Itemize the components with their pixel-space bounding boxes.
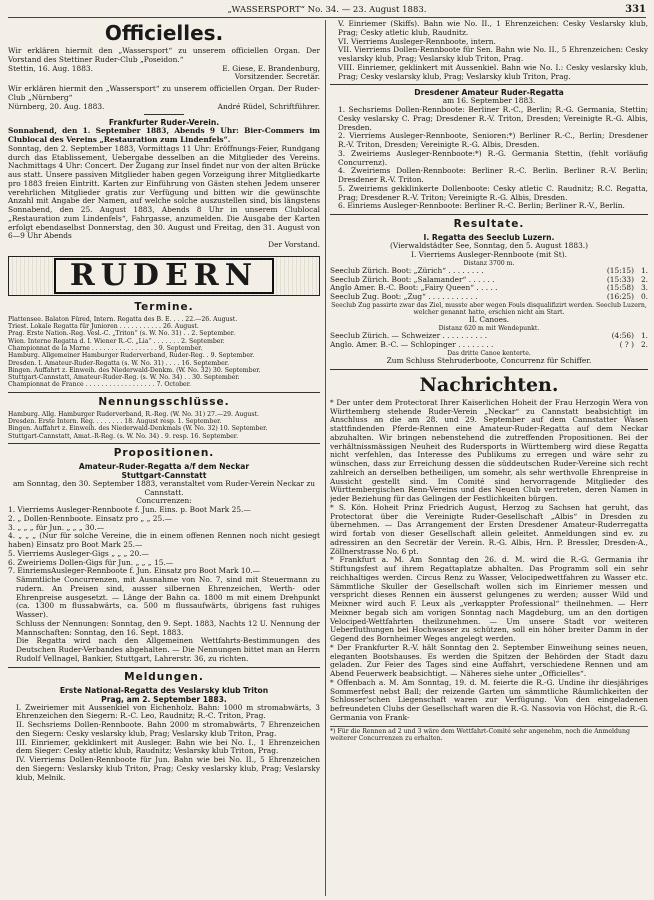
divider — [8, 667, 320, 668]
officielles-title: Officielles. — [104, 21, 224, 45]
signature-place: Nürnberg, 20. Aug. 1883. — [8, 101, 105, 111]
termine-item: Plattensee. Balaton Füred, Intern. Regatta des B. E. . . . 22.—26. August. — [8, 315, 238, 323]
termine-title: Termine. — [134, 300, 194, 313]
resultate-title: Resultate. — [453, 218, 525, 230]
footnote: *) Für die Rennen ad 2 und 3 wäre dem Wettfahrt-Comité sehr angenehm, noch die Anmeldung weiterer Concurrenzen zu erhalten. — [330, 726, 648, 743]
page-header — [8, 4, 646, 18]
result-label: Anglo Amer. B.-C. Boot: „Fairy Queen“ . . . . . — [330, 284, 498, 293]
result-place: 3. — [640, 283, 648, 293]
termine-list — [8, 316, 320, 389]
concurrenz-item: 7. EinriemsAusleger-Rennboote f. Jun. Einsatz pro Boot Mark 10.— — [8, 566, 261, 576]
result-time: (15:33) — [606, 274, 634, 284]
termine-item: Triest. Lokale Regatta für Junioren . . . . . . . . . . . 26. August. — [8, 323, 199, 331]
meldungen-item: III. Einriemer, gekklinkert mit Ausleger. Bahn wie bei No. I., 1 Ehrenzeichen dem Sieger: Cesky atletic klub, Raudnitz; Veslarsky klub Triton, Prag. — [16, 737, 320, 756]
signature-roles: Vorsitzender. Secretär. — [234, 72, 320, 82]
nachrichten-paragraph: * Der unter dem Protectorat Ihrer Kaiserlichen Hoheit der Frau Herzogin Wera von Württemberg stehende Ruder-Verein „Neckar“ zu Cannstatt beabsichtigt im Anschluss an die am 28. und 29. September auf dem Cannstatter Wasen stattfindenden Pferde-Rennen eine Amateur-Ruder-Regatta auf dem Neckar abzuhalten. Wir bringen nebenstehend die zutreffenden Propositionen. Bei der verhältnissmässigen Neuheit des Rudersports in Württemberg wird diese Regatta nicht verfehlen, das Interesse des Publikums zu erregen und wäre sehr zu wünschen, dass zur Erreichung dessen die süddeutschen Ruder-Vereine sich recht zahlreich an derselben betheiligen, um somehr, als sehr werthvolle Ehrenpreise in Aussicht gestellt sind. Im Comité sind hervorragende Mitglieder des Württembergischen Renn-Vereins und des Neuen Club vertreten, deren Namen in jeder Beziehung für das Gelingen der Festlichkeiten bürgen. — [330, 397, 648, 504]
result-label: Seeclub Zürich. — Schweizer . . . . . . . . . . — [330, 332, 488, 341]
race-1-distance: Distanz 3700 m. — [463, 259, 515, 267]
propositionen-paragraph-1: Sämmtliche Concurrenzen, mit Ausnahme von No. 7, sind mit Steuermann zu rudern. An Preisen sind, ausser silbernen Ehrenzeichen, Werth- oder Ehrenpreise ausgesetzt. — Länge der Bahn ca. 1800 m mit einem Drehpunkt (ca. 1300 m flussabwärts, ca. 500 m flussaufwärts, übrigens fast ruhiges Wasser). — [16, 575, 320, 620]
nachrichten-paragraph: * Offenbach a. M. Am Sonntag, 19. d. M. feierte die R.-G. Undine ihr diesjähriges Sommerfest nebst Ball; der reizende Garten um sämmtliche Räumlichkeiten der Schlosser'schen Liegenschaft waren zur Verfügung. Von den eingeladenen befreundeten Clubs der Gesellschaft waren die R.-G. Nassovia von Höchst, die R.-G. Germania von Frank- — [330, 677, 648, 722]
race-2-distance: Distanz 620 m mit Wendepunkt. — [438, 325, 540, 333]
dresdener-item: 2. Vierriems Ausleger-Rennboote, Senioren:*) Berliner R.-C., Berlin; Dresdener R.-V. Triton, Dresden; Vereinigte R.-G. Albis, Dresden. — [338, 131, 648, 149]
result-place: 1. — [640, 265, 648, 275]
dresdener-item: 4. Zweiriems Dollen-Rennboote: Berliner R.-C. Berlin. Berliner R.-V. Berlin; Dresdener R.-V. Triton. — [338, 166, 648, 184]
nennung-item: Hamburg. Allg. Hamburger Ruderverband, R.-Reg. (W. No. 31) 27.—29. August. — [8, 410, 259, 418]
termine-item: Championnat de la Marne . . . . . . . . . . . . . . . . . 9. September. — [8, 344, 203, 352]
result-label: Seeclub Zürich. Boot: „Salamander“ . . . . . . — [330, 275, 495, 284]
divider — [8, 392, 320, 393]
termine-item: Wien. Interne Regatta d. I. Wiener R.-C. „Lia“ . . . . . . . 2. September. — [8, 337, 225, 345]
result-place: 2. — [640, 274, 648, 284]
divider — [330, 214, 648, 215]
signature-place: Stettin, 16. Aug. 1883. — [8, 63, 93, 73]
resultate-closing: Zum Schluss Stehruderboote, Concurrenz für Schiffer. — [386, 356, 592, 366]
concurrenz-item: 6. Zweiriems Dollen-Gigs für Jun. „ „ „ 15.— — [8, 557, 174, 567]
result-label: Anglo. Amer. B.-C. — Schlopinger . . . . . . . . — [330, 341, 494, 350]
result-time: (16:25) — [606, 292, 634, 302]
officielles-paragraph-1: Wir erklären hiermit den „Wassersport“ zu unserem officiellen Organ. Der Vorstand des Stettiner Ruder-Club „Poseidon.“ — [8, 46, 320, 64]
divider — [330, 369, 648, 370]
propositionen-paragraph-3: Die Regatta wird nach den Allgemeinen Wettfahrts-Bestimmungen des Deutschen Ruder-Verbandes abgehalten. — Die Nennungen bittet man an Herrn Rudolf Vellnagel, Bankier, Stuttgart, Lahrerstr. 36, zu richten. — [16, 636, 320, 663]
race-1-results — [330, 267, 648, 302]
concurrenzen-label: Concurrenzen: — [136, 496, 192, 506]
result-label: Seeclub Zürich. Boot: „Zürich“ . . . . . . . . — [330, 266, 484, 275]
nennung-list — [8, 411, 320, 440]
race-2-results — [330, 332, 648, 350]
frankfurt-title: Frankfurter Ruder-Verein. — [108, 118, 220, 128]
concurrenz-item: 4. „ „ „ (Nur für solche Vereine, die in einem offenen Rennen noch nicht gesiegt haben) Einsatz pro Boot Mark 25.— — [8, 531, 320, 550]
frankfurt-paragraph-2: Sonntag, den 2. September 1883, Vormittags 11 Uhr: Eröffnungs-Feier, Rundgang durch das Etablissement, Uebergabe desselben an die Mitglieder des Vereins. Nachmittags 4 Uhr: Concert. Der Zugang zur Insel findet nur von der alten Brücke aus statt. Unsere passiven Mitglieder haben gegen Vorzeigung ihrer Mitgliedkarte pro 1883 freien Eintritt. Karten zur Einführung von Gästen stehen Jedem unserer verehrlichen Mitglieder gratis zur Verfügung und bitten wir die gewünschte Anzahl mit Angabe der Namen, auf welche solche auszustellen sind, bis längstens Sonnabend, den 25. August 1883, Abends 8 Uhr in unserem Clublocal „Restauration zum Lindenfels“, Fahrgasse, anzumelden. Die Ausgabe der Karten erfolgt ebendaselbst Donnerstag, den 30. August und Freitag, den 31. August von 6—9 Uhr Abends — [8, 143, 320, 241]
dresdener-item: 5. Zweiriems gekklinkerte Dollenboote: Cesky atletic C. Raudnitz; R.C. Regatta, Prag; Dresdener R.-V. Triton; Vereinigte R.-G. Albis, Dresden. — [338, 183, 648, 202]
signature-names: André Rüdel, Schriftführer. — [217, 101, 320, 111]
race-2-title: II. Canoes. — [468, 315, 510, 325]
resultate-subtitle: I. Regatta des Seeclub Luzern. — [423, 233, 555, 242]
divider — [144, 114, 184, 115]
meldungen-title: Meldungen. — [124, 670, 204, 683]
termine-item: Championnat de France . . . . . . . . . . . . . . . . . . 7. October. — [8, 381, 191, 389]
concurrenz-item: 1. Vierriems Ausleger-Rennboote f. Jun. Eins. p. Boot Mark 25.— — [8, 505, 251, 515]
nachrichten-title: Nachrichten. — [419, 373, 559, 396]
result-row — [330, 341, 648, 350]
race-1-note: Seeclub Zug passirte zwar das Ziel, musste aber wegen Fouls disqualifizirt werden. Seeclub Luzern, welcher genannt hatte, erschien nicht am Start. — [331, 301, 647, 317]
nennung-item: Stuttgart-Cannstatt, Amat.-R-Reg. (s. W. No. 34) . 9. resp. 16. September. — [8, 432, 239, 440]
termine-item: Prag. Erste Nation.-Reg. Vesl.-C. „Triton“ (s. W. No. 31) . . 2. September. — [8, 330, 236, 338]
nachrichten-paragraph: * S. Kön. Hoheit Prinz Friedrich August, Herzog zu Sachsen hat geruht, das Protectorat über die Vereinigte Ruder-Gesellschaft „Albis“ in Dresden zu übernehmen. — Das Arrangement der Ersten Dresdener Amateur-Ruderregatta wird fortab von dieser Gesellschaft allein geleitet. Anmeldungen sind ev. zu adressiren an den Secretär der Verein. R.-G. Albis, Hrn. P. Bressler, Dresden-A., Zöllnerstrasse No. 6 pt. — [330, 502, 648, 556]
result-row — [330, 284, 648, 293]
frankfurt-paragraph-1: Sonnabend, den 1. September 1883, Abends 9 Uhr: Bier-Commers im Clublocal des Vereins „Restauration zum Lindenfels“. — [8, 126, 320, 144]
result-time: ( ? ) — [619, 340, 634, 350]
propositionen-subtitle: Amateur-Ruder-Regatta a/f dem Neckar — [78, 461, 250, 471]
nennung-item: Bingen. Auffahrt z. Einweih. des Niederwald-Denkmals (W. No. 32) 10. September. — [8, 425, 268, 433]
termine-item: Stuttgart-Cannstatt, Amateur-Ruder-Reg. (s. W. No. 34) . . 30. September. — [8, 374, 240, 382]
frankfurt-signature: Der Vorstand. — [268, 240, 320, 249]
nachrichten-paragraph: * Frankfurt a. M. Am Sonntag den 26. d. M. wird die R.-G. Germania ihr Stiftungsfest auf ihrem Regattaplatze abhalten. Das Programm soll ein sehr reichhaltiges werden. Circus Renz zu Wasser, Velocipedwettfahren zu Wasser etc. Sämmtliche Skuller der Gesellschaft wollen sich im Einriemer messen und verspricht dieses Rennen ein äusserst gelungenes zu werden; ausser Wild und Meixner wird auch F. Leux als „verkappter Professional“ theilnehmen. — Herr Meixner begab sich am vorigen Sonntag nach Magdeburg, um an den dortigen Velociped-Wettfahrten theilzunehmen. — Um unsere Stadt vor weiteren Ueberfluthungen bei Hochwasser zu schützen, soll ein höher breiter Damm in der Gegend des Bornheimer Weges angelegt werden. — [330, 555, 648, 644]
propositionen-intro: am Sonntag, den 30. September 1883, veranstaltet vom Ruder-Verein Neckar zu Cannstatt. — [12, 478, 316, 497]
officielles-signature-2 — [8, 103, 320, 112]
signature-names: E. Giese, E. Brandenburg, — [222, 63, 320, 73]
dresdener-title: Dresdener Amateur Ruder-Regatta — [414, 88, 564, 98]
dresdener-item: 3. Zweiriems Ausleger-Rennboote:*) R.-G. Germania Stettin, (fehlt vorläufig Concurrenz). — [338, 148, 648, 167]
meldungen-item: IV. Vierriems Dollen-Rennboote für Jun. Bahn wie bei No. II., 5 Ehrenzeichen den Siegern: Veslarsky klub Triton, Prag; Cesky veslarsky klub, Prag; Veslarsky klub, Melnik. — [16, 755, 320, 782]
header-title: „WASSERSPORT“ No. 34. — 23. August 1883. — [227, 5, 427, 15]
concurrenz-item: 3. „ „ „ für Jun. „ „ „ 30.— — [8, 522, 105, 532]
nachrichten-paragraph: * Der Frankfurter R.-V. hält Sonntag den 2. September Einweihung seines neuen, eleganten Bootshauses. Es werden die Spitzen der Behörden der Stadt dazu geladen. Zur Feier des Tages sind eine Auffahrt, verschiedene Rennen und am Abend Feuerwerk beabsichtigt. — Näheres siehe unter „Officielles“. — [330, 642, 648, 679]
meldungen-item: I. Zweiriemer mit Aussenkiel von Eichenholz. Bahn: 1000 m stromabwärts, 3 Ehrenzeichen den Siegern: R.-C. Leo, Raudnitz; R.-C. Triton, Prag. — [16, 702, 320, 721]
result-label: Seeclub Zug. Boot: „Zug“ . . . . . . . . . . . — [330, 293, 478, 302]
nennung-item: Dresden. Erste Intern. Reg. . . . . . . . 18. August resp. 1. September. — [8, 418, 222, 426]
divider — [330, 84, 648, 85]
meldungen-item: VII. Vierriems Dollen-Rennboote für Sen. Bahn wie No. II., 5 Ehrenzeichen: Cesky veslarsky klub, Prag; Veslarsky klub Triton, Prag. — [338, 45, 648, 63]
propositionen-subtitle-2: Stuttgart-Cannstatt — [121, 470, 207, 480]
divider — [8, 443, 320, 444]
termine-item: Bingen. Auffahrt z. Einweih. des Niederwald-Denkm. (W. No. 32) 30. September. — [8, 366, 261, 374]
result-row — [330, 293, 648, 302]
termine-item: Dresden. I. Amateur-Ruder-Regatta (s. W. No. 31) . . . . 16. September. — [8, 359, 230, 367]
page-number: 331 — [625, 4, 646, 15]
result-place: 0. — [640, 292, 648, 302]
result-row — [330, 267, 648, 276]
race-1-title: I. Vierriems Ausleger-Rennboote (mit St). — [411, 249, 567, 259]
right-column — [330, 20, 648, 896]
concurrenz-item: 5. Vierriems Ausleger-Gigs „ „ „ 20.— — [8, 548, 149, 558]
dresdener-item: 6. Einriems Ausleger-Rennboote: Berliner R.-C. Berlin; Berliner R.-V., Berlin. — [338, 201, 625, 211]
dresdener-subtitle: am 16. September 1883. — [442, 96, 536, 106]
termine-item: Hamburg. Allgemeiner Hamburger Ruderverband, Ruder-Reg. . 9. September. — [8, 352, 255, 360]
dresdener-item: 1. Sechsriems Dollen-Rennboote: Berliner R.-C., Berlin; R.-G. Germania, Stettin; Cesky veslarsky C. Prag; Dresdener R.-V. Triton, Dresden; Vereinigte R.-G. Albis, Dresden. — [338, 105, 648, 132]
result-row — [330, 332, 648, 341]
concurrenz-item: 2. „ Dollen-Rennboote. Einsatz pro „ „ 25.— — [8, 513, 172, 523]
resultate-subtitle-2: (Vierwaldstädter See, Sonntag, den 5. August 1883.) — [389, 241, 589, 250]
result-time: (15:58) — [606, 283, 634, 293]
officielles-paragraph-2: Wir erklären hiermit den „Wassersport“ zu unserem officiellen Organ. Der Ruder-Club „Nürnberg“ — [8, 84, 320, 102]
result-row — [330, 276, 648, 285]
result-time: (15:15) — [606, 265, 634, 275]
race-2-note: Das dritte Canoe kenterte. — [447, 349, 531, 357]
rudern-banner — [8, 256, 320, 296]
meldungen-item: II. Sechsriems Dollen-Rennboote. Bahn 2000 m stromabwärts, 7 Ehrenzeichen den Siegern: Cesky veslarsky klub, Prag; Veslarsky klub Triton, Prag. — [16, 720, 320, 738]
result-place: 1. — [640, 331, 648, 341]
meldungen-subtitle-2: Prag, am 2. September 1883. — [101, 694, 227, 704]
result-time: (4:56) — [611, 331, 634, 341]
propositionen-paragraph-2: Schluss der Nennungen: Sonntag, den 9. Sept. 1883, Nachts 12 U. Nennung der Mannschaften: Sonntag, den 16. Sept. 1883. — [16, 618, 320, 637]
column-divider — [325, 20, 326, 896]
result-place: 2. — [640, 340, 648, 350]
meldungen-subtitle: Erste National-Regatta des Veslarsky klub Triton — [59, 685, 269, 695]
meldungen-item: V. Einriemer (Skiffs). Bahn wie No. II., 1 Ehrenzeichen: Cesky Veslarsky klub, Prag; Cesky atletic klub, Raudnitz. — [338, 20, 648, 37]
meldungen-item: VI. Vierriems Ausleger-Rennboote, intern. — [338, 36, 496, 46]
meldungen-item: VIII. Einriemer, geklinkert mit Aussenkiel. Bahn wie No. I.: Cesky veslarsky klub, Prag; Cesky veslarsky klub, Prag; Veslarsky klub Triton, Prag. — [338, 62, 648, 81]
rudern-banner-text: RUDERN — [54, 258, 274, 294]
left-column — [8, 20, 320, 896]
propositionen-title: Propositionen. — [113, 446, 215, 459]
nennung-title: Nennungsschlüsse. — [98, 395, 230, 408]
